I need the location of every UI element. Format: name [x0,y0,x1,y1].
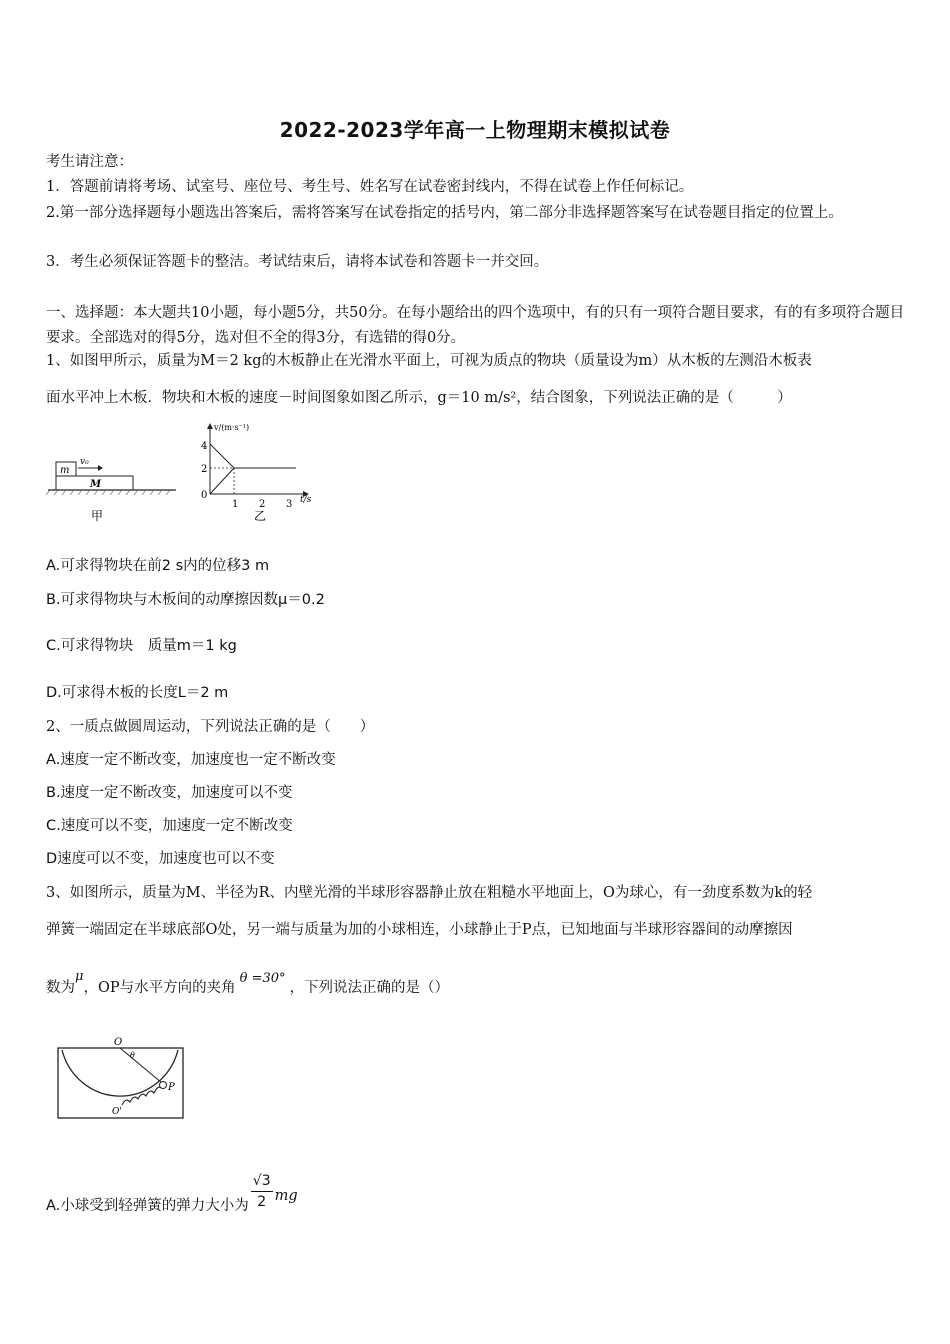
fraction [251,1171,273,1212]
notice-item-2: 2.第一部分选择题每小题选出答案后，需将答案写在试卷指定的括号内，第二部分非选择题答案写在试卷题目指定的位置上。 [46,205,843,221]
ytick-0: 0 [201,490,208,501]
xtick-1: 1 [232,499,239,510]
graph-ylabel: v/(m·s⁻¹) [214,423,250,432]
page-title: 2022-2023学年高一上物理期末模拟试卷 [279,118,671,142]
q2-stem: 2、一质点做圆周运动，下列说法正确的是（ ） [46,719,375,735]
q3-option-a [46,1163,908,1213]
ytick-4: 4 [201,441,208,452]
board-label: M [90,479,102,490]
q2-option-a: A.速度一定不断改变，加速度也一定不断改变 [46,752,336,768]
xtick-3: 3 [286,499,293,510]
q1-option-b: B.可求得物块与木板间的动摩擦因数μ＝0.2 [46,592,325,608]
q3-stem-line1: 3、如图所示，质量为M、半径为R、内壁光滑的半球形容器静止放在粗糙水平地面上，O为球心，有一劲度系数为k的轻 [46,885,813,901]
section-heading: 一、选择题：本大题共10小题，每小题5分，共50分。在每小题给出的四个选项中，有的只有一项符合题目要求，有的有多项符合题目要求。全部选对的得5分，选对但不全的得3分，有选错的得0分。 [46,305,905,346]
ytick-2: 2 [201,464,208,475]
q1-option-d: D.可求得木板的长度L＝2 m [46,685,229,701]
figure-b-caption: 乙 [254,509,267,523]
block-label: m [60,465,70,476]
q1-figure-block-board [46,450,181,525]
theta-value: θ =30° [239,971,286,986]
q3-stem-line3-mid: ，OP与水平方向的夹角 [83,980,236,996]
board-velocity-line [210,468,234,494]
notice-item-1: 1．答题前请将考场、试室号、座位号、考生号、姓名写在试卷密封线内，不得在试卷上作任何标记。 [46,179,694,195]
q1-option-a: A.可求得物块在前2 s内的位移3 m [46,558,270,574]
block-velocity-line [210,444,234,468]
center-o-label: O [114,1037,123,1048]
figure-a-caption: 甲 [91,509,104,523]
point-p-label: P [168,1082,175,1093]
q2-option-c: C.速度可以不变，加速度一定不断改变 [46,818,293,834]
q1-option-c: C.可求得物块 质量m＝1 kg [46,638,237,654]
ball [160,1082,167,1089]
q3-option-a-prefix: A.小球受到轻弹簧的弹力大小为 [46,1197,249,1214]
q3-hemisphere-figure [50,1030,190,1122]
q1-velocity-time-graph [196,420,326,525]
q3-stem-line2: 弹簧一端固定在半球底部O处，另一端与质量为加的小球相连，小球静止于P点，已知地面与半球形容器间的动摩擦因 [46,922,793,938]
q3-option-a-suffix: mg [274,1187,298,1204]
q3-stem-line3-suffix: ，下列说法正确的是（） [289,980,450,996]
q1-stem-line1: 1、如图甲所示，质量为M＝2 kg的木板静止在光滑水平面上，可视为质点的物块（质量设为m）从木板的左测沿木板表 [46,353,812,369]
q2-option-b: B.速度一定不断改变，加速度可以不变 [46,785,293,801]
bottom-o-label: O' [112,1107,122,1117]
q1-stem-line2: 面水平冲上木板．物块和木板的速度－时间图象如图乙所示，g＝10 m/s²，结合图象，下列说法正确的是（ ） [46,390,792,406]
notice-heading: 考生请注意： [46,154,133,170]
v0-label: v₀ [80,457,89,467]
graph-xlabel: t/s [300,495,312,505]
xtick-2: 2 [259,499,266,510]
q2-option-d: D速度可以不变，加速度也可以不变 [46,851,275,867]
theta-label: θ [130,1051,135,1060]
q3-stem-line3-prefix: 数为 [46,980,75,996]
fraction-denominator: 2 [257,1194,267,1210]
q3-stem-line3 [46,969,908,1008]
mu-symbol: μ [75,969,84,984]
fraction-numerator: √3 [251,1171,273,1192]
notice-item-3: 3．考生必须保证答题卡的整洁。考试结束后，请将本试卷和答题卡一并交回。 [46,254,549,270]
